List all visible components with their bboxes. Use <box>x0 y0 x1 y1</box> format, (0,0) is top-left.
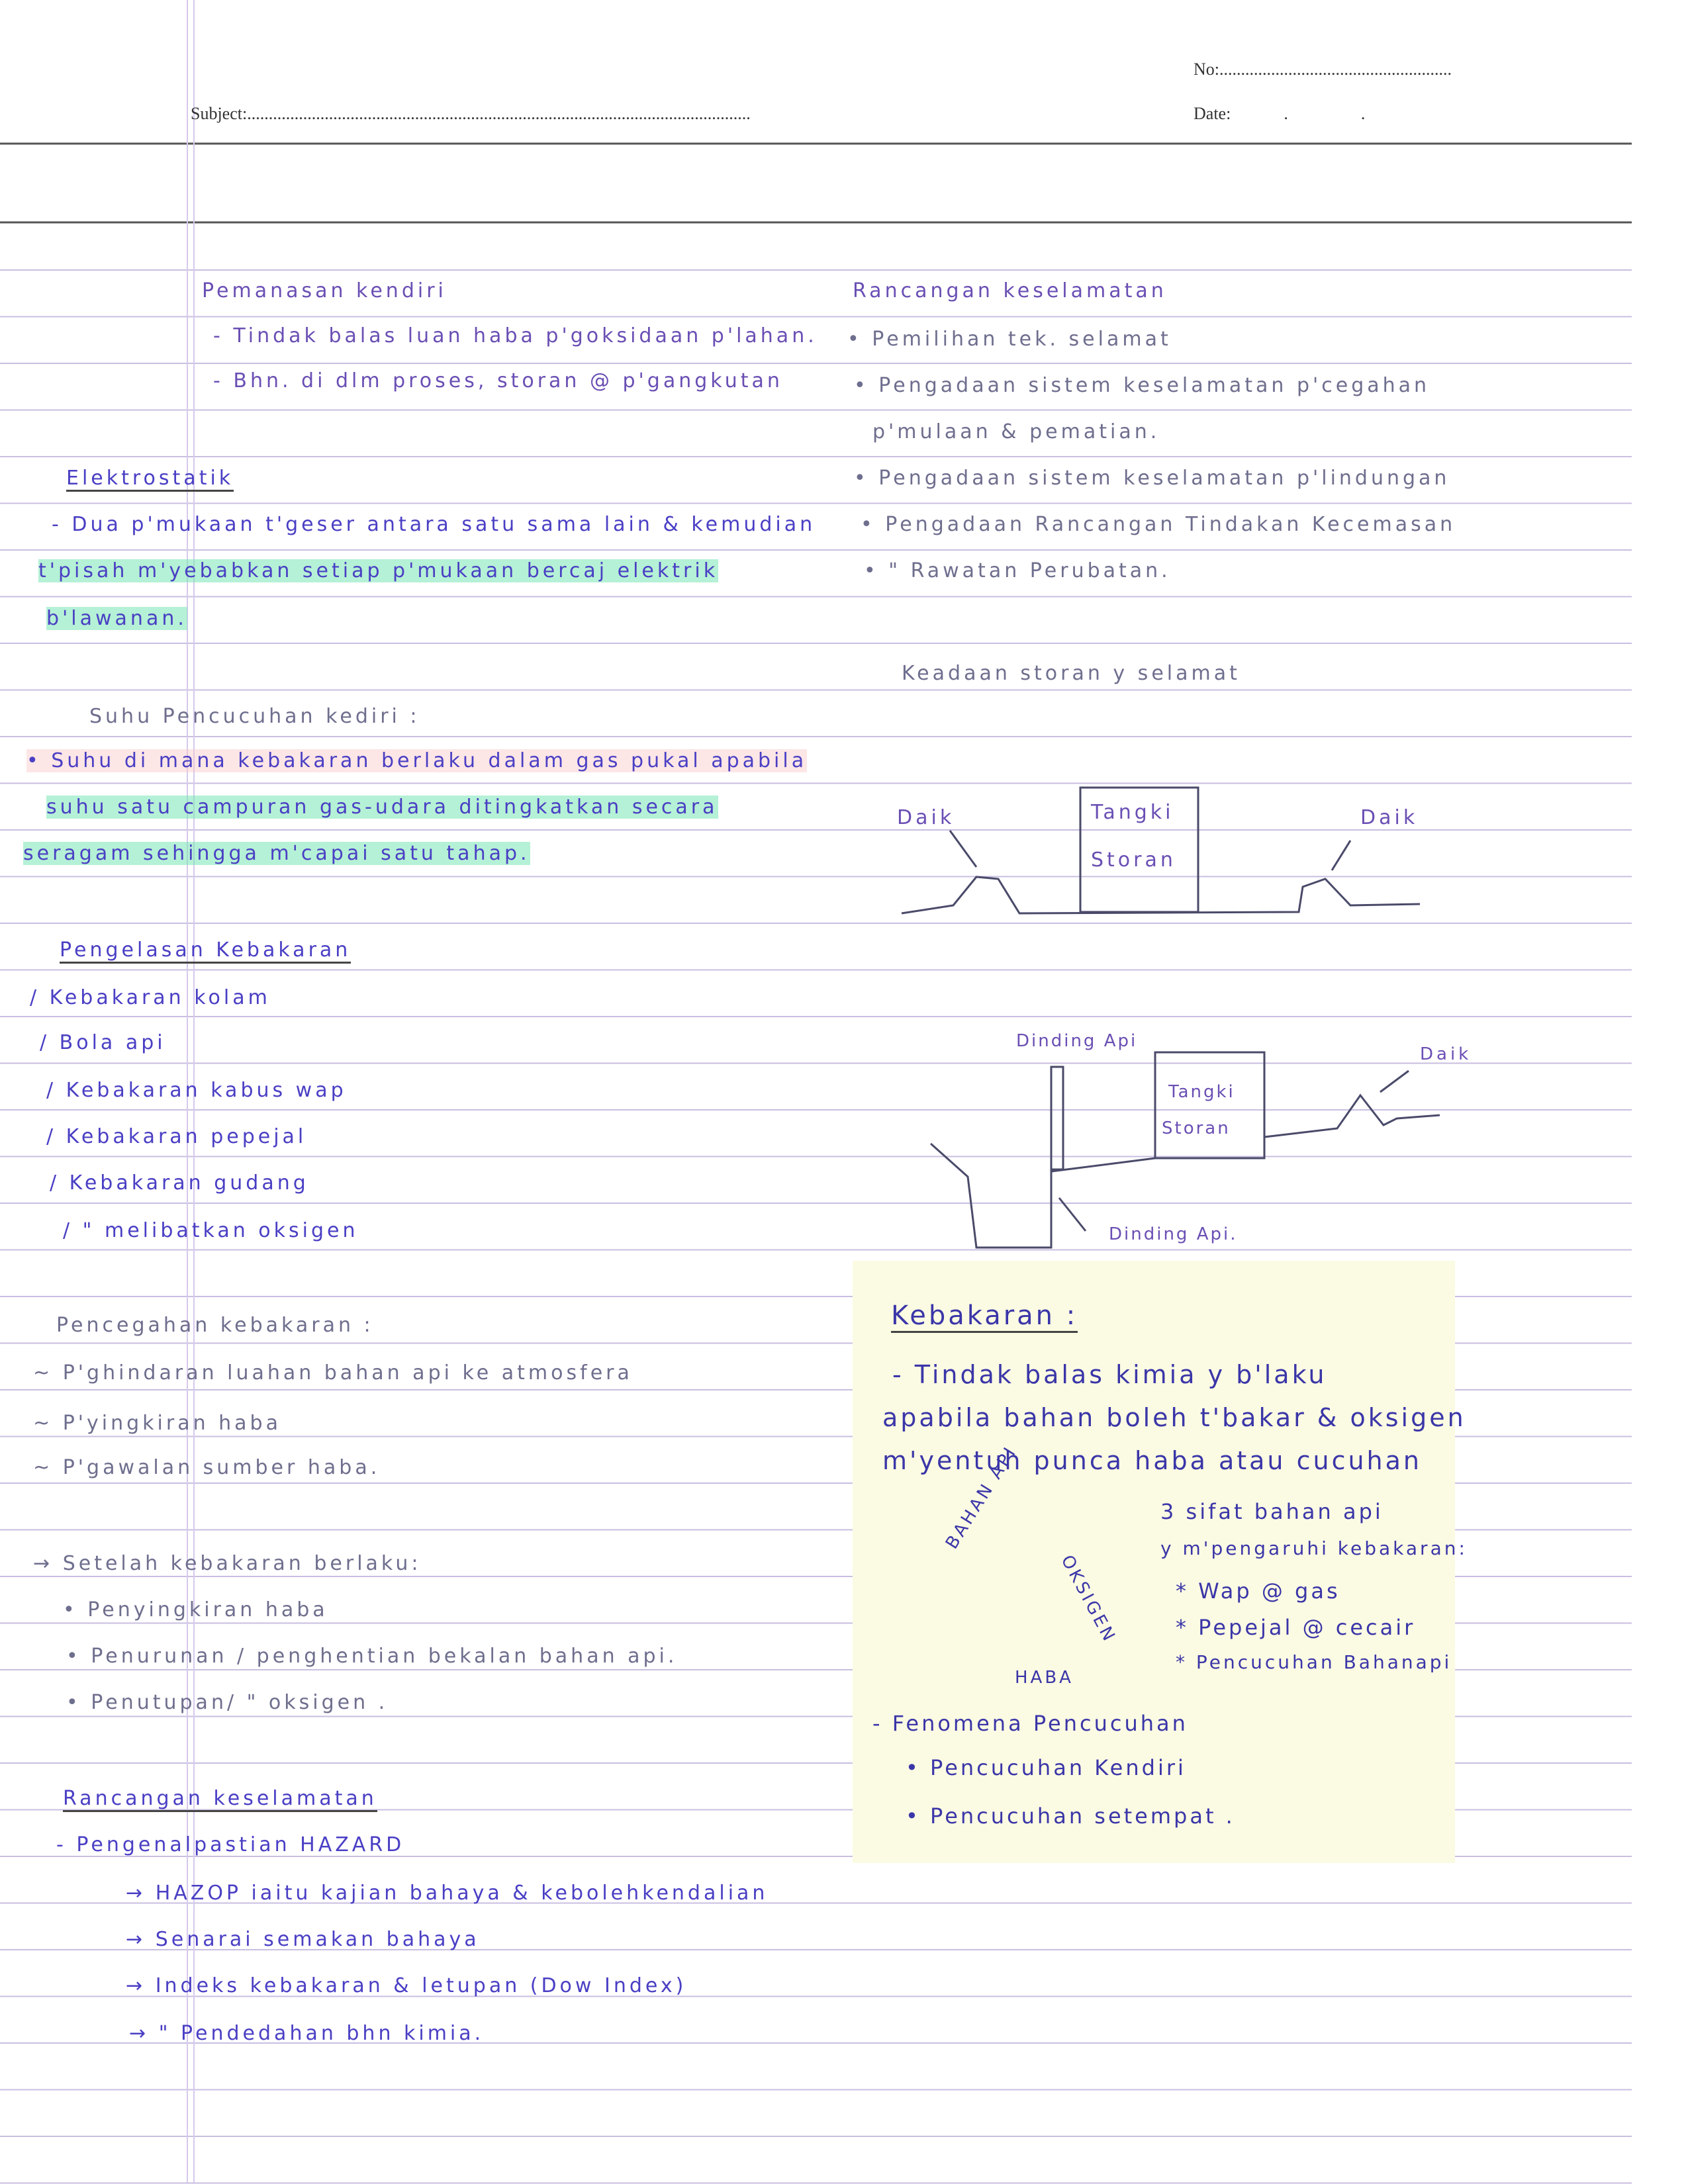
suhu-line-2: suhu satu campuran gas-udara ditingkatkan secara <box>46 796 718 819</box>
no-field: No:...................................................... <box>1194 60 1452 79</box>
sifat-item: * Wap @ gas <box>1176 1578 1340 1604</box>
setelah-item: • Penutupan/ " oksigen . <box>66 1691 389 1714</box>
pengelasan-title: Pengelasan Kebakaran <box>60 938 351 964</box>
pengelasan-item: / " melibatkan oksigen <box>63 1219 359 1242</box>
elektrostatik-line-2: t'pisah m'yebabkan setiap p'mukaan bercaj elektrik <box>38 559 719 582</box>
sifat-title: 3 sifat bahan api <box>1160 1499 1383 1524</box>
elektrostatik-line-1: - Dua p'mukaan t'geser antara satu sama lain & kemudian <box>52 513 816 536</box>
pencegahan-item: ~ P'gawalan sumber haba. <box>33 1456 381 1479</box>
rancangan-right-item: • Pemilihan tek. selamat <box>847 328 1172 351</box>
rancangan-left-title: Rancangan keselamatan <box>63 1787 377 1812</box>
diagram2-dinding-top: Dinding Api <box>1016 1031 1138 1051</box>
rancangan-right-item: • Pengadaan Rancangan Tindakan Kecemasan <box>861 513 1456 536</box>
diagram2-dinding-bottom: Dinding Api. <box>1109 1224 1238 1244</box>
suhu-title: Suhu Pencucuhan kediri : <box>89 705 420 728</box>
sticky-line-1: - Tindak balas kimia y b'laku <box>892 1360 1327 1389</box>
pengelasan-item: / Kebakaran kolam <box>30 986 271 1009</box>
pengelasan-item: / Kebakaran pepejal <box>46 1125 307 1148</box>
diagram1-daik-left: Daik <box>897 806 955 829</box>
pemanasan-line-2: - Bhn. di dlm proses, storan @ p'gangkutan <box>213 369 783 392</box>
diagram2-daik: Daik <box>1420 1044 1472 1064</box>
triangle-label-left: BAHAN API <box>942 1442 1021 1553</box>
diagram1-tank-label-2: Storan <box>1091 848 1176 872</box>
rancangan-left-item: → " Pendedahan bhn kimia. <box>129 2022 485 2045</box>
fenomena-item: • Pencucuhan setempat . <box>906 1803 1235 1829</box>
fenomena-item: • Pencucuhan Kendiri <box>906 1755 1186 1780</box>
suhu-line-1: • Suhu di mana kebakaran berlaku dalam gas pukal apabila <box>26 749 808 772</box>
rancangan-left-sub: - Pengenalpastian HAZARD <box>56 1833 405 1856</box>
sticky-line-3: m'yentuh punca haba atau cucuhan <box>882 1446 1423 1475</box>
rancangan-right-item: p'mulaan & pematian. <box>872 420 1160 443</box>
fenomena-title: - Fenomena Pencucuhan <box>872 1711 1188 1736</box>
diagram2-tank-label-2: Storan <box>1162 1118 1231 1138</box>
sifat-item: * Pepejal @ cecair <box>1176 1615 1416 1640</box>
diagram1-tank-label-1: Tangki <box>1091 801 1174 824</box>
suhu-line-3: seragam sehingga m'capai satu tahap. <box>23 842 530 865</box>
pencegahan-title: Pencegahan kebakaran : <box>56 1314 374 1337</box>
rancangan-left-item: → HAZOP iaitu kajian bahaya & kebolehkendalian <box>126 1882 769 1905</box>
rancangan-right-title: Rancangan keselamatan <box>853 279 1167 302</box>
pengelasan-item: / Kebakaran gudang <box>50 1171 309 1195</box>
rancangan-right-item: • " Rawatan Perubatan. <box>864 559 1171 582</box>
diagram1-title: Keadaan storan y selamat <box>902 662 1241 685</box>
pencegahan-item: ~ P'yingkiran haba <box>33 1412 281 1435</box>
sticky-line-2: apabila bahan boleh t'bakar & oksigen <box>882 1403 1466 1432</box>
diagram2-tank-label-1: Tangki <box>1168 1082 1235 1102</box>
date-field: Date: . . <box>1194 104 1366 123</box>
sifat-item: * Pencucuhan Bahanapi <box>1176 1651 1452 1673</box>
diagram1-daik-right: Daik <box>1360 806 1419 829</box>
pencegahan-item: ~ P'ghindaran luahan bahan api ke atmosfera <box>33 1361 633 1385</box>
sifat-sub: y m'pengaruhi kebakaran: <box>1160 1537 1468 1559</box>
triangle-label-bottom: HABA <box>1015 1668 1074 1688</box>
setelah-item: • Penurunan / penghentian bekalan bahan api. <box>66 1645 678 1668</box>
sticky-note <box>853 1261 1468 1863</box>
setelah-item: • Penyingkiran haba <box>63 1598 328 1621</box>
pemanasan-line-1: - Tindak balas luan haba p'goksidaan p'lahan. <box>213 324 818 347</box>
rancangan-right-item: • Pengadaan sistem keselamatan p'lindungan <box>854 467 1450 490</box>
pengelasan-item: / Bola api <box>40 1031 166 1054</box>
subject-field: Subject:..................................................................................................................... <box>191 104 751 123</box>
setelah-title: → Setelah kebakaran berlaku: <box>33 1552 422 1575</box>
rancangan-left-item: → Indeks kebakaran & letupan (Dow Index) <box>126 1974 687 1997</box>
pengelasan-item: / Kebakaran kabus wap <box>46 1079 347 1102</box>
elektrostatik-line-3: b'lawanan. <box>46 607 187 630</box>
rancangan-left-item: → Senarai semakan bahaya <box>126 1928 480 1951</box>
sticky-title: Kebakaran : <box>891 1300 1078 1333</box>
triangle-label-right: OKSIGEN <box>1056 1552 1120 1647</box>
rancangan-right-item: • Pengadaan sistem keselamatan p'cegahan <box>854 374 1430 397</box>
pemanasan-title: Pemanasan kendiri <box>202 279 447 302</box>
elektrostatik-title: Elektrostatik <box>66 467 234 492</box>
